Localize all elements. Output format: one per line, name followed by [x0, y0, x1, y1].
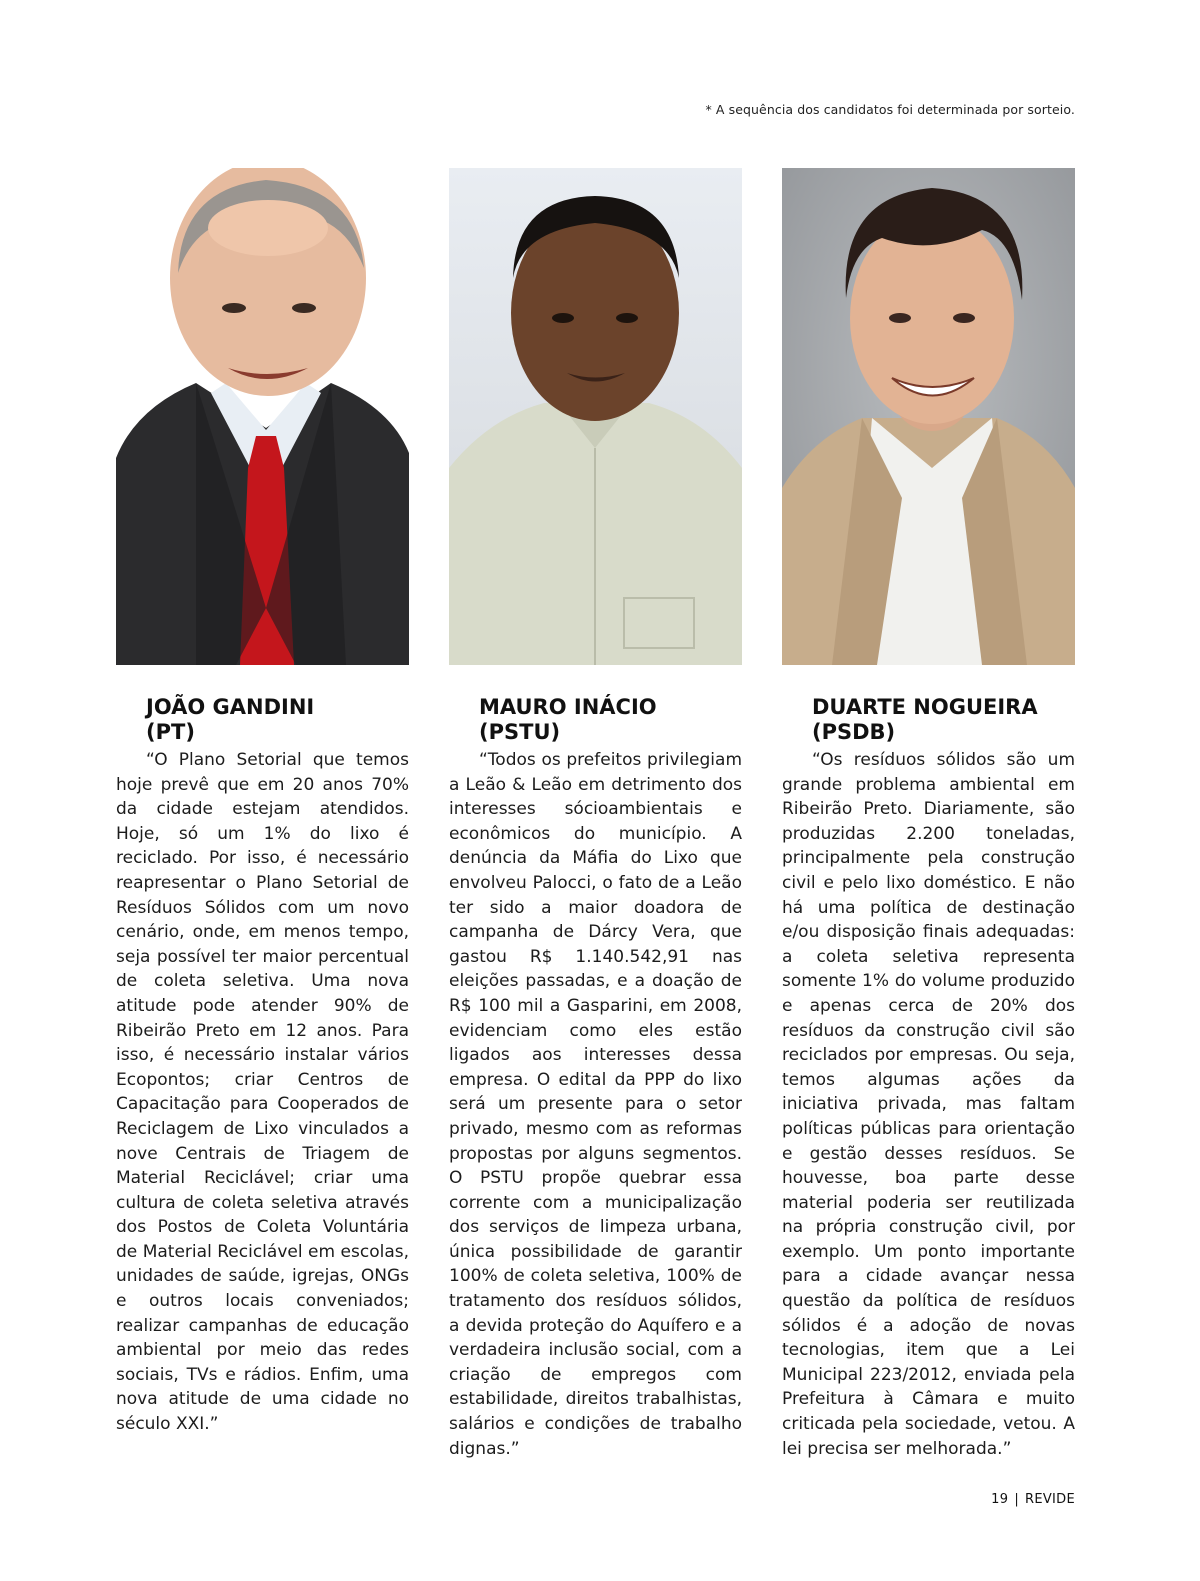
page-number: 19	[991, 1492, 1009, 1507]
candidate-column	[449, 168, 742, 1461]
candidate-quote: “Todos os prefeitos privilegiam a Leão & Leão em detrimento dos interesses sócioambientais e econômicos do município. A denúncia da Máfia do Lixo que envolveu Palocci, o fato de a Leão ter sido a maior doadora de campanha de Dárcy Vera, que gastou R$ 1.140.542,91 nas eleições passadas, e a doação de R$ 100 mil a Gasparini, em 2008, evidenciam como eles estão ligados aos interesses dessa empresa. O edital da PPP do lixo será um presente para o setor privado, mesmo com as reformas propostas por alguns segmentos. O PSTU propõe quebrar essa corrente com a municipalização dos serviços de limpeza urbana, única possibilidade de garantir 100% de coleta seletiva, 100% de tratamento dos resíduos sólidos, a devida proteção do Aquífero e a verdadeira inclusão social, com a criação de empregos com estabilidade, direitos trabalhistas, salários e condições de trabalho dignas.”	[449, 750, 742, 1459]
candidate-party: (PSDB)	[812, 720, 896, 744]
candidate-name: JOÃO GANDINI	[146, 695, 315, 719]
candidate-quote: “Os resíduos sólidos são um grande problema ambiental em Ribeirão Preto. Diariamente, são produzidas 2.200 toneladas, principalmente pela construção civil e pelo lixo doméstico. E não há uma política de destinação e/ou disposição finais adequadas: a coleta seletiva representa somente 1% do volume produzido e apenas cerca de 20% dos resíduos da construção civil são reciclados por empresas. Ou seja, temos algumas ações da iniciativa privada, mas faltam políticas públicas para orientação e gestão desses resíduos. Se houvesse, boa parte desse material poderia ser reutilizada na própria construção civil, por exemplo. Um ponto importante para a cidade avançar nessa questão da política de resíduos sólidos é a adoção de novas tecnologias, item que a Lei Municipal 223/2012, enviada pela Prefeitura à Câmara e muito criticada pela sociedade, vetou. A lei precisa ser melhorada.”	[782, 750, 1075, 1459]
candidate-photo	[116, 168, 409, 665]
candidate-photo	[449, 168, 742, 665]
candidate-name: MAURO INÁCIO	[479, 695, 657, 719]
candidate-quote: “O Plano Setorial que temos hoje prevê que em 20 anos 70% da cidade estejam atendidos. Hoje, só um 1% do lixo é reciclado. Por isso, é necessário reapresentar o Plano Setorial de Resíduos Sólidos com um novo cenário, onde, em menos tempo, seja possível ter maior percentual de coleta seletiva. Uma nova atitude pode atender 90% de Ribeirão Preto em 12 anos. Para isso, é necessário instalar vários Ecopontos; criar Centros de Capacitação para Cooperados de Reciclagem de Lixo vinculados a nove Centrais de Triagem de Material Reciclável; criar uma cultura de coleta seletiva através dos Postos de Coleta Voluntária de Material Reciclável em escolas, unidades de saúde, igrejas, ONGs e outros locais conveniados; realizar campanhas de educação ambiental por meio das redes sociais, TVs e rádios. Enfim, uma nova atitude de uma cidade no século XXI.”	[116, 750, 409, 1435]
magazine-name: REVIDE	[1025, 1492, 1075, 1507]
candidate-name: DUARTE NOGUEIRA	[812, 695, 1038, 719]
folio-separator: |	[1014, 1492, 1019, 1507]
candidate-photo	[782, 168, 1075, 665]
candidate-party: (PSTU)	[479, 720, 561, 744]
candidate-column	[116, 168, 409, 1437]
page-folio	[991, 1492, 1075, 1507]
candidate-party: (PT)	[146, 720, 195, 744]
candidate-column	[782, 168, 1075, 1461]
sorting-note: * A sequência dos candidatos foi determinada por sorteio.	[705, 102, 1075, 117]
